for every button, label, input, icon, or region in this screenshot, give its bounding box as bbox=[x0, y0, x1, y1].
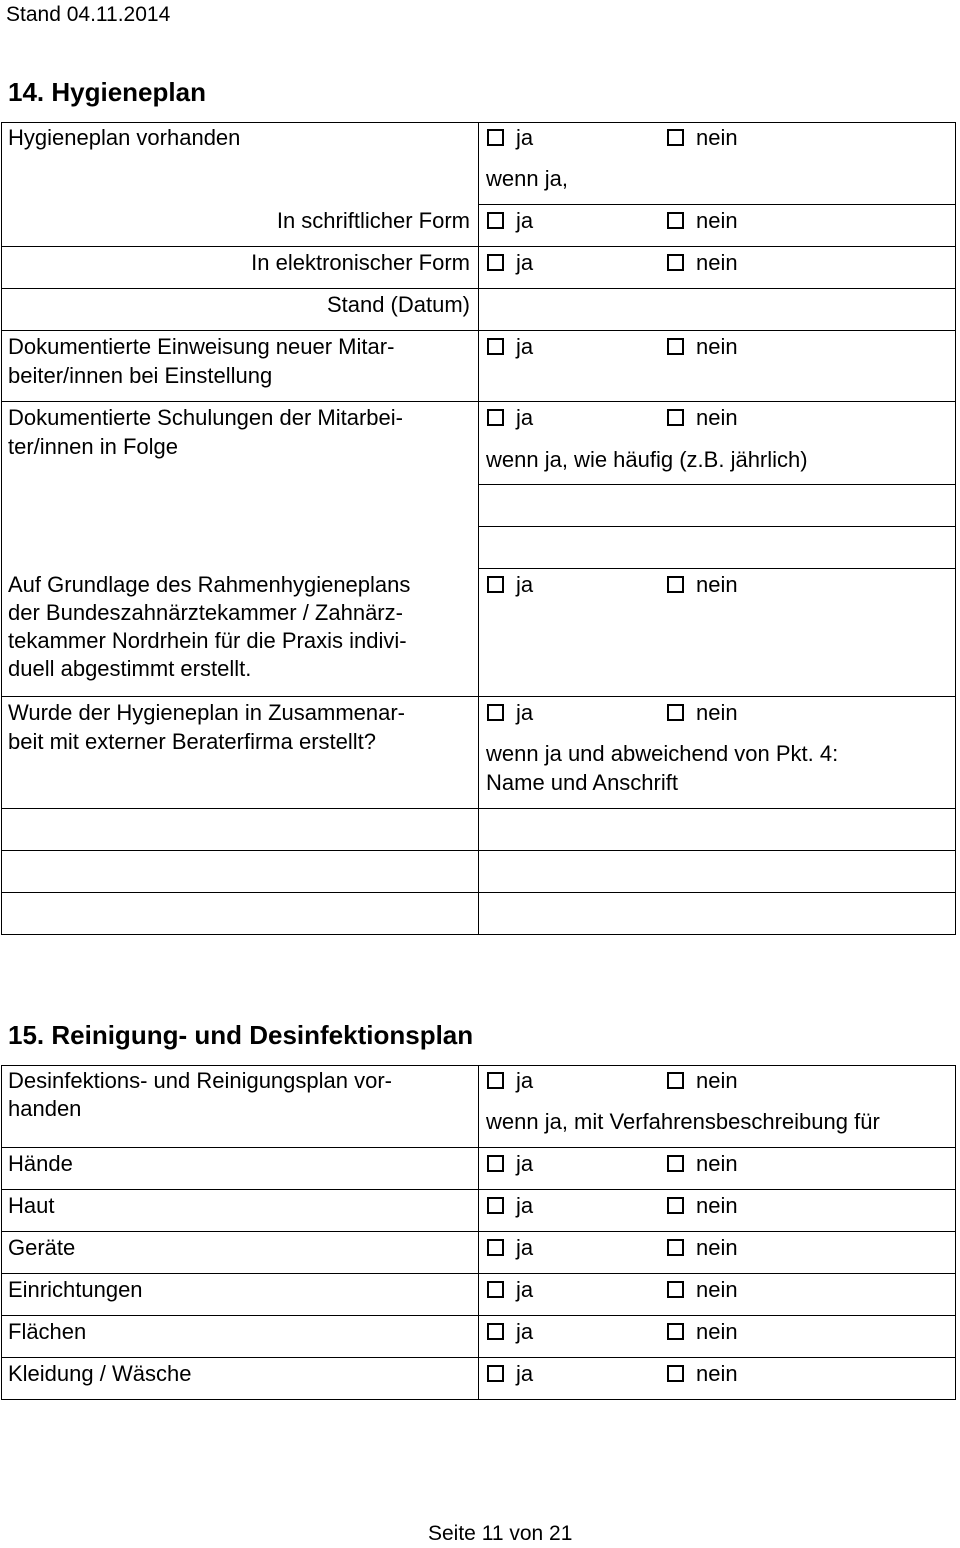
checkbox-icon bbox=[667, 1281, 684, 1298]
checkbox-icon bbox=[487, 1323, 504, 1340]
section-15-title: 15. Reinigung- und Desinfektionsplan bbox=[8, 1020, 474, 1050]
grundlage-label-line3: tekammer Nordrhein für die Praxis indivi- bbox=[8, 628, 407, 653]
elektronisch-label: In elektronischer Form bbox=[251, 250, 470, 275]
checkbox-icon bbox=[487, 1072, 504, 1089]
item-einrichtungen-yes[interactable]: ja bbox=[487, 1275, 533, 1304]
berater-no[interactable]: nein bbox=[667, 698, 738, 727]
checkbox-icon bbox=[667, 1197, 684, 1214]
berater-note-line2: Name und Anschrift bbox=[486, 770, 678, 795]
checkbox-icon bbox=[667, 1155, 684, 1172]
item-haut-no[interactable]: nein bbox=[667, 1191, 738, 1220]
page-number: Seite 11 von 21 bbox=[428, 1522, 573, 1545]
item-haende-label: Hände bbox=[8, 1151, 73, 1176]
item-haende-no[interactable]: nein bbox=[667, 1149, 738, 1178]
reinigungsplan-no[interactable]: nein bbox=[667, 1066, 738, 1095]
schulungen-no[interactable]: nein bbox=[667, 403, 738, 432]
reinigungsplan-label-line2: handen bbox=[8, 1096, 82, 1121]
checkbox-icon bbox=[487, 1197, 504, 1214]
hygieneplan-vorhanden-yes[interactable]: ja bbox=[487, 123, 533, 152]
schulungen-frequency-note: wenn ja, wie häufig (z.B. jährlich) bbox=[486, 447, 808, 472]
document-date: Stand 04.11.2014 bbox=[6, 3, 171, 26]
item-flaechen-no[interactable]: nein bbox=[667, 1317, 738, 1346]
item-kleidung-no[interactable]: nein bbox=[667, 1359, 738, 1388]
hygieneplan-vorhanden-label: Hygieneplan vorhanden bbox=[8, 125, 241, 150]
item-geraete-yes[interactable]: ja bbox=[487, 1233, 533, 1262]
berater-label-line2: beit mit externer Beraterfirma erstellt? bbox=[8, 729, 377, 754]
grundlage-label-line1: Auf Grundlage des Rahmenhygieneplans bbox=[8, 572, 411, 597]
grundlage-yes[interactable]: ja bbox=[487, 570, 533, 599]
checkbox-icon bbox=[667, 409, 684, 426]
reinigungsplan-label-line1: Desinfektions- und Reinigungsplan vor- bbox=[8, 1068, 392, 1093]
checkbox-icon bbox=[487, 1239, 504, 1256]
checkbox-icon bbox=[667, 212, 684, 229]
checkbox-icon bbox=[667, 129, 684, 146]
berater-note-line1: wenn ja und abweichend von Pkt. 4: bbox=[486, 741, 839, 766]
checkbox-icon bbox=[667, 1365, 684, 1382]
item-haende-yes[interactable]: ja bbox=[487, 1149, 533, 1178]
einweisung-yes[interactable]: ja bbox=[487, 332, 533, 361]
elektronisch-yes[interactable]: ja bbox=[487, 248, 533, 277]
checkbox-icon bbox=[487, 338, 504, 355]
checkbox-icon bbox=[487, 1281, 504, 1298]
grundlage-label-line2: der Bundeszahnärztekammer / Zahnärz- bbox=[8, 600, 403, 625]
checkbox-icon bbox=[487, 129, 504, 146]
einweisung-no[interactable]: nein bbox=[667, 332, 738, 361]
checkbox-icon bbox=[667, 1323, 684, 1340]
hygieneplan-vorhanden-no[interactable]: nein bbox=[667, 123, 738, 152]
checkbox-icon bbox=[667, 254, 684, 271]
reinigungsplan-note: wenn ja, mit Verfahrensbeschreibung für bbox=[486, 1109, 880, 1134]
schulungen-yes[interactable]: ja bbox=[487, 403, 533, 432]
checkbox-icon bbox=[487, 704, 504, 721]
checkbox-icon bbox=[487, 1155, 504, 1172]
item-kleidung-yes[interactable]: ja bbox=[487, 1359, 533, 1388]
item-haut-label: Haut bbox=[8, 1193, 55, 1218]
reinigungsplan-yes[interactable]: ja bbox=[487, 1066, 533, 1095]
item-haut-yes[interactable]: ja bbox=[487, 1191, 533, 1220]
checkbox-icon bbox=[667, 338, 684, 355]
checkbox-icon bbox=[487, 409, 504, 426]
checkbox-icon bbox=[487, 212, 504, 229]
schriftlich-yes[interactable]: ja bbox=[487, 206, 533, 235]
grundlage-label-line4: duell abgestimmt erstellt. bbox=[8, 656, 252, 681]
item-kleidung-label: Kleidung / Wäsche bbox=[8, 1361, 192, 1386]
checkbox-icon bbox=[667, 576, 684, 593]
schriftlich-no[interactable]: nein bbox=[667, 206, 738, 235]
checkbox-icon bbox=[487, 1365, 504, 1382]
schulungen-label-line2: ter/innen in Folge bbox=[8, 434, 178, 459]
checkbox-icon bbox=[487, 254, 504, 271]
elektronisch-no[interactable]: nein bbox=[667, 248, 738, 277]
item-flaechen-label: Flächen bbox=[8, 1319, 87, 1344]
stand-datum-label: Stand (Datum) bbox=[326, 292, 470, 317]
item-geraete-label: Geräte bbox=[8, 1235, 76, 1260]
checkbox-icon bbox=[667, 1239, 684, 1256]
einweisung-label-line2: beiter/innen bei Einstellung bbox=[8, 363, 273, 388]
checkbox-icon bbox=[667, 1072, 684, 1089]
item-flaechen-yes[interactable]: ja bbox=[487, 1317, 533, 1346]
checkbox-icon bbox=[667, 704, 684, 721]
schriftlich-label: In schriftlicher Form bbox=[276, 208, 470, 233]
grundlage-no[interactable]: nein bbox=[667, 570, 738, 599]
item-einrichtungen-no[interactable]: nein bbox=[667, 1275, 738, 1304]
einweisung-label-line1: Dokumentierte Einweisung neuer Mitar- bbox=[8, 334, 395, 359]
schulungen-label-line1: Dokumentierte Schulungen der Mitarbei- bbox=[8, 405, 403, 430]
berater-label-line1: Wurde der Hygieneplan in Zusammenar- bbox=[8, 700, 405, 725]
berater-yes[interactable]: ja bbox=[487, 698, 533, 727]
wenn-ja-note: wenn ja, bbox=[486, 166, 568, 191]
item-geraete-no[interactable]: nein bbox=[667, 1233, 738, 1262]
checkbox-icon bbox=[487, 576, 504, 593]
item-einrichtungen-label: Einrichtungen bbox=[8, 1277, 143, 1302]
section-14-title: 14. Hygieneplan bbox=[8, 77, 206, 107]
